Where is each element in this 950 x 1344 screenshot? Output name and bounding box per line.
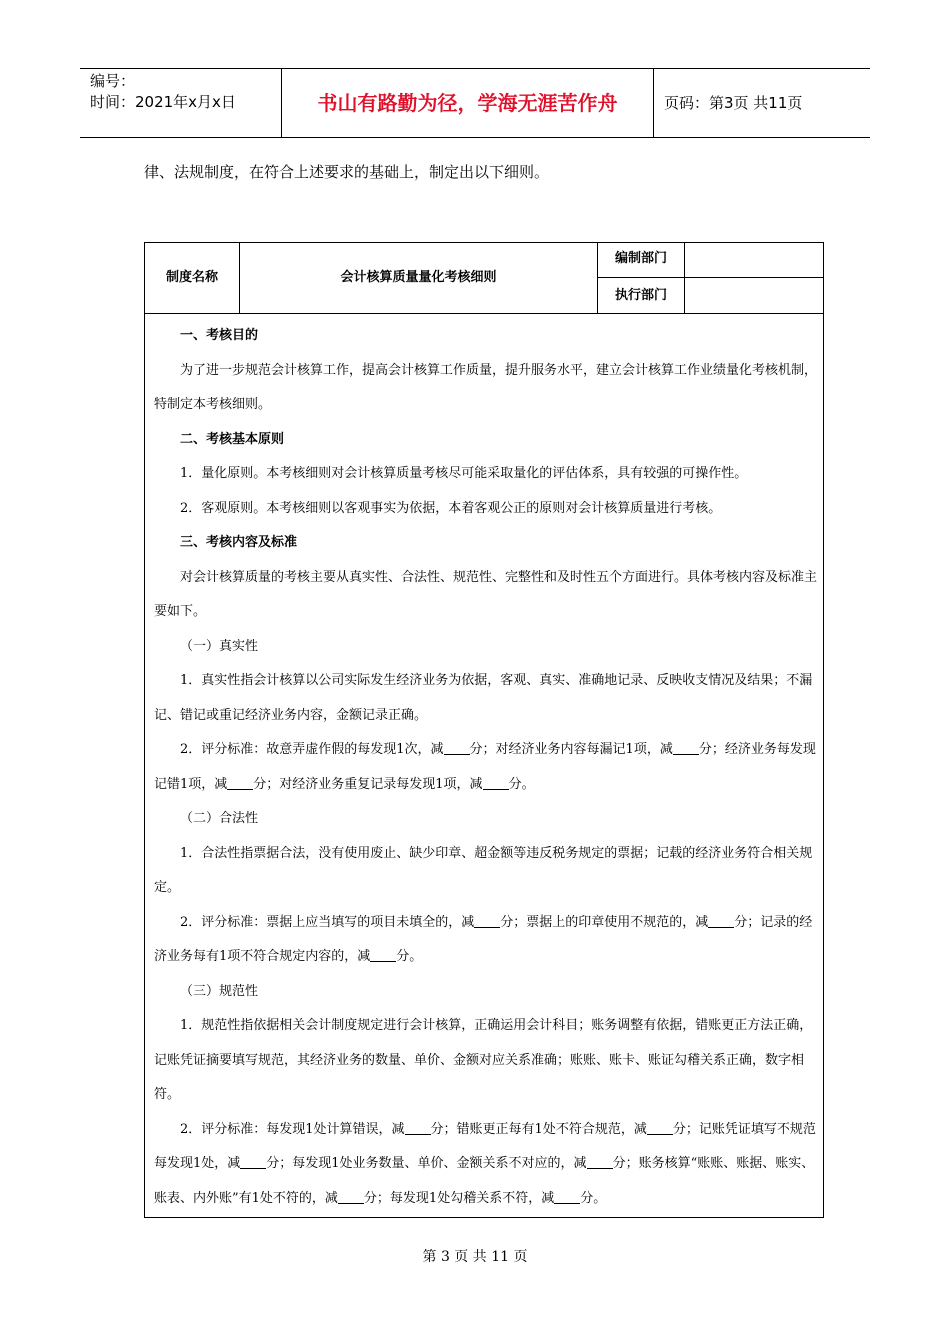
executing-department-label: 执行部门 — [598, 278, 685, 313]
section-heading: 二、考核基本原则 — [180, 431, 285, 447]
regulation-table — [144, 242, 824, 1218]
score-blank — [673, 740, 699, 755]
drafting-department-value — [685, 243, 823, 278]
score-blank — [405, 1120, 431, 1135]
paragraph: 1．真实性指会计核算以公司实际发生经济业务为依据，客观、真实、准确地记录、反映收支情况及结果；不漏记、错记或重记经济业务内容，金额记录正确。 — [154, 673, 813, 723]
header-motto: 书山有路勤为径，学海无涯苦作舟 — [317, 91, 618, 115]
text-run: 2．评分标准：故意弄虚作假的每发现1次，减 — [180, 742, 444, 757]
subsection-heading: （三）规范性 — [180, 983, 259, 999]
regulation-title: 会计核算质量量化考核细则 — [240, 243, 598, 313]
text-run: 分；票据上的印章使用不规范的，减 — [500, 914, 709, 930]
paragraph: 2．客观原则。本考核细则以客观事实为依据，本着客观公正的原则对会计核算质量进行考核。 — [180, 500, 722, 516]
score-blank — [444, 740, 470, 755]
header-page-info: 页码：第3页 共11页 — [664, 94, 803, 112]
paragraph: 1．量化原则。本考核细则对会计核算质量考核尽可能采取量化的评估体系，具有较强的可操作性。 — [180, 466, 748, 481]
section-heading: 一、考核目的 — [180, 328, 259, 343]
regulation-name-label: 制度名称 — [145, 243, 240, 313]
text-run: 分。 — [580, 1190, 607, 1206]
scoring-paragraph — [154, 906, 818, 975]
text-run: 分；账务核算“账账、账据、账实、账表、内外账”有1处不符的，减 — [154, 1156, 815, 1206]
text-run: 分。 — [396, 949, 423, 964]
score-blank — [338, 1189, 364, 1204]
header-number-label: 编号： — [90, 72, 136, 90]
score-blank — [554, 1189, 580, 1204]
score-blank — [370, 947, 396, 962]
text-run: 分；对经济业务重复记录每发现1项，减 — [253, 776, 483, 792]
text-run: 分；对经济业务内容每漏记1项，减 — [469, 742, 673, 757]
score-blank — [587, 1154, 613, 1169]
executing-department-value — [685, 278, 823, 313]
score-blank — [227, 775, 253, 790]
subsection-heading: （二）合法性 — [180, 811, 259, 826]
scoring-paragraph — [154, 1113, 818, 1217]
header-meta — [90, 71, 280, 113]
text-run: 分；经济业务每发现记错1项，减 — [154, 742, 816, 792]
subsection-heading: （一）真实性 — [180, 638, 259, 654]
paragraph: 1．合法性指票据合法，没有使用废止、缺少印章、超金额等违反税务规定的票据；记载的经济业务符合相关规定。 — [154, 845, 813, 895]
score-blank — [483, 775, 509, 790]
page-header — [80, 68, 870, 138]
text-run: 分；错账更正每有1处不符合规范，减 — [430, 1121, 647, 1137]
paragraph: 对会计核算质量的考核主要从真实性、合法性、规范性、完整性和及时性五个方面进行。具体考核内容及标准主要如下。 — [154, 569, 818, 619]
text-run: 分；每发现1处勾稽关系不符，减 — [363, 1190, 555, 1206]
paragraph: 1．规范性指依据相关会计制度规定进行会计核算，正确运用会计科目；账务调整有依据，错账更正方法正确，记账凭证摘要填写规范，其经济业务的数量、单价、金额对应关系准确；账账、账卡、账证勾稽关系正确，数字相符。 — [154, 1018, 813, 1102]
paragraph: 为了进一步规范会计核算工作，提高会计核算工作质量，提升服务水平，建立会计核算工作业绩量化考核机制，特制定本考核细则。 — [154, 362, 818, 412]
section-heading: 三、考核内容及标准 — [180, 535, 298, 550]
table-header-row — [145, 243, 823, 314]
score-blank — [240, 1154, 266, 1169]
regulation-body — [154, 319, 818, 1216]
header-time-label: 时间：2021年x月x日 — [90, 93, 236, 111]
text-run: 分；记录的经济业务每有1项不符合规定内容的，减 — [154, 914, 813, 964]
header-divider — [653, 69, 654, 137]
score-blank — [647, 1120, 673, 1135]
score-blank — [474, 913, 500, 928]
text-run: 2．评分标准：每发现1处计算错误，减 — [180, 1121, 405, 1137]
text-run: 分；记账凭证填写不规范每发现1处，减 — [154, 1121, 816, 1171]
scoring-paragraph — [154, 733, 818, 802]
lead-paragraph: 律、法规制度，在符合上述要求的基础上，制定出以下细则。 — [144, 163, 550, 181]
drafting-department-label: 编制部门 — [598, 243, 685, 278]
text-run: 2．评分标准：票据上应当填写的项目未填全的，减 — [180, 914, 475, 930]
score-blank — [708, 913, 734, 928]
text-run: 分；每发现1处业务数量、单价、金额关系不对应的，减 — [266, 1156, 587, 1171]
text-run: 分。 — [508, 776, 535, 792]
page-footer: 第 3 页 共 11 页 — [422, 1249, 528, 1265]
